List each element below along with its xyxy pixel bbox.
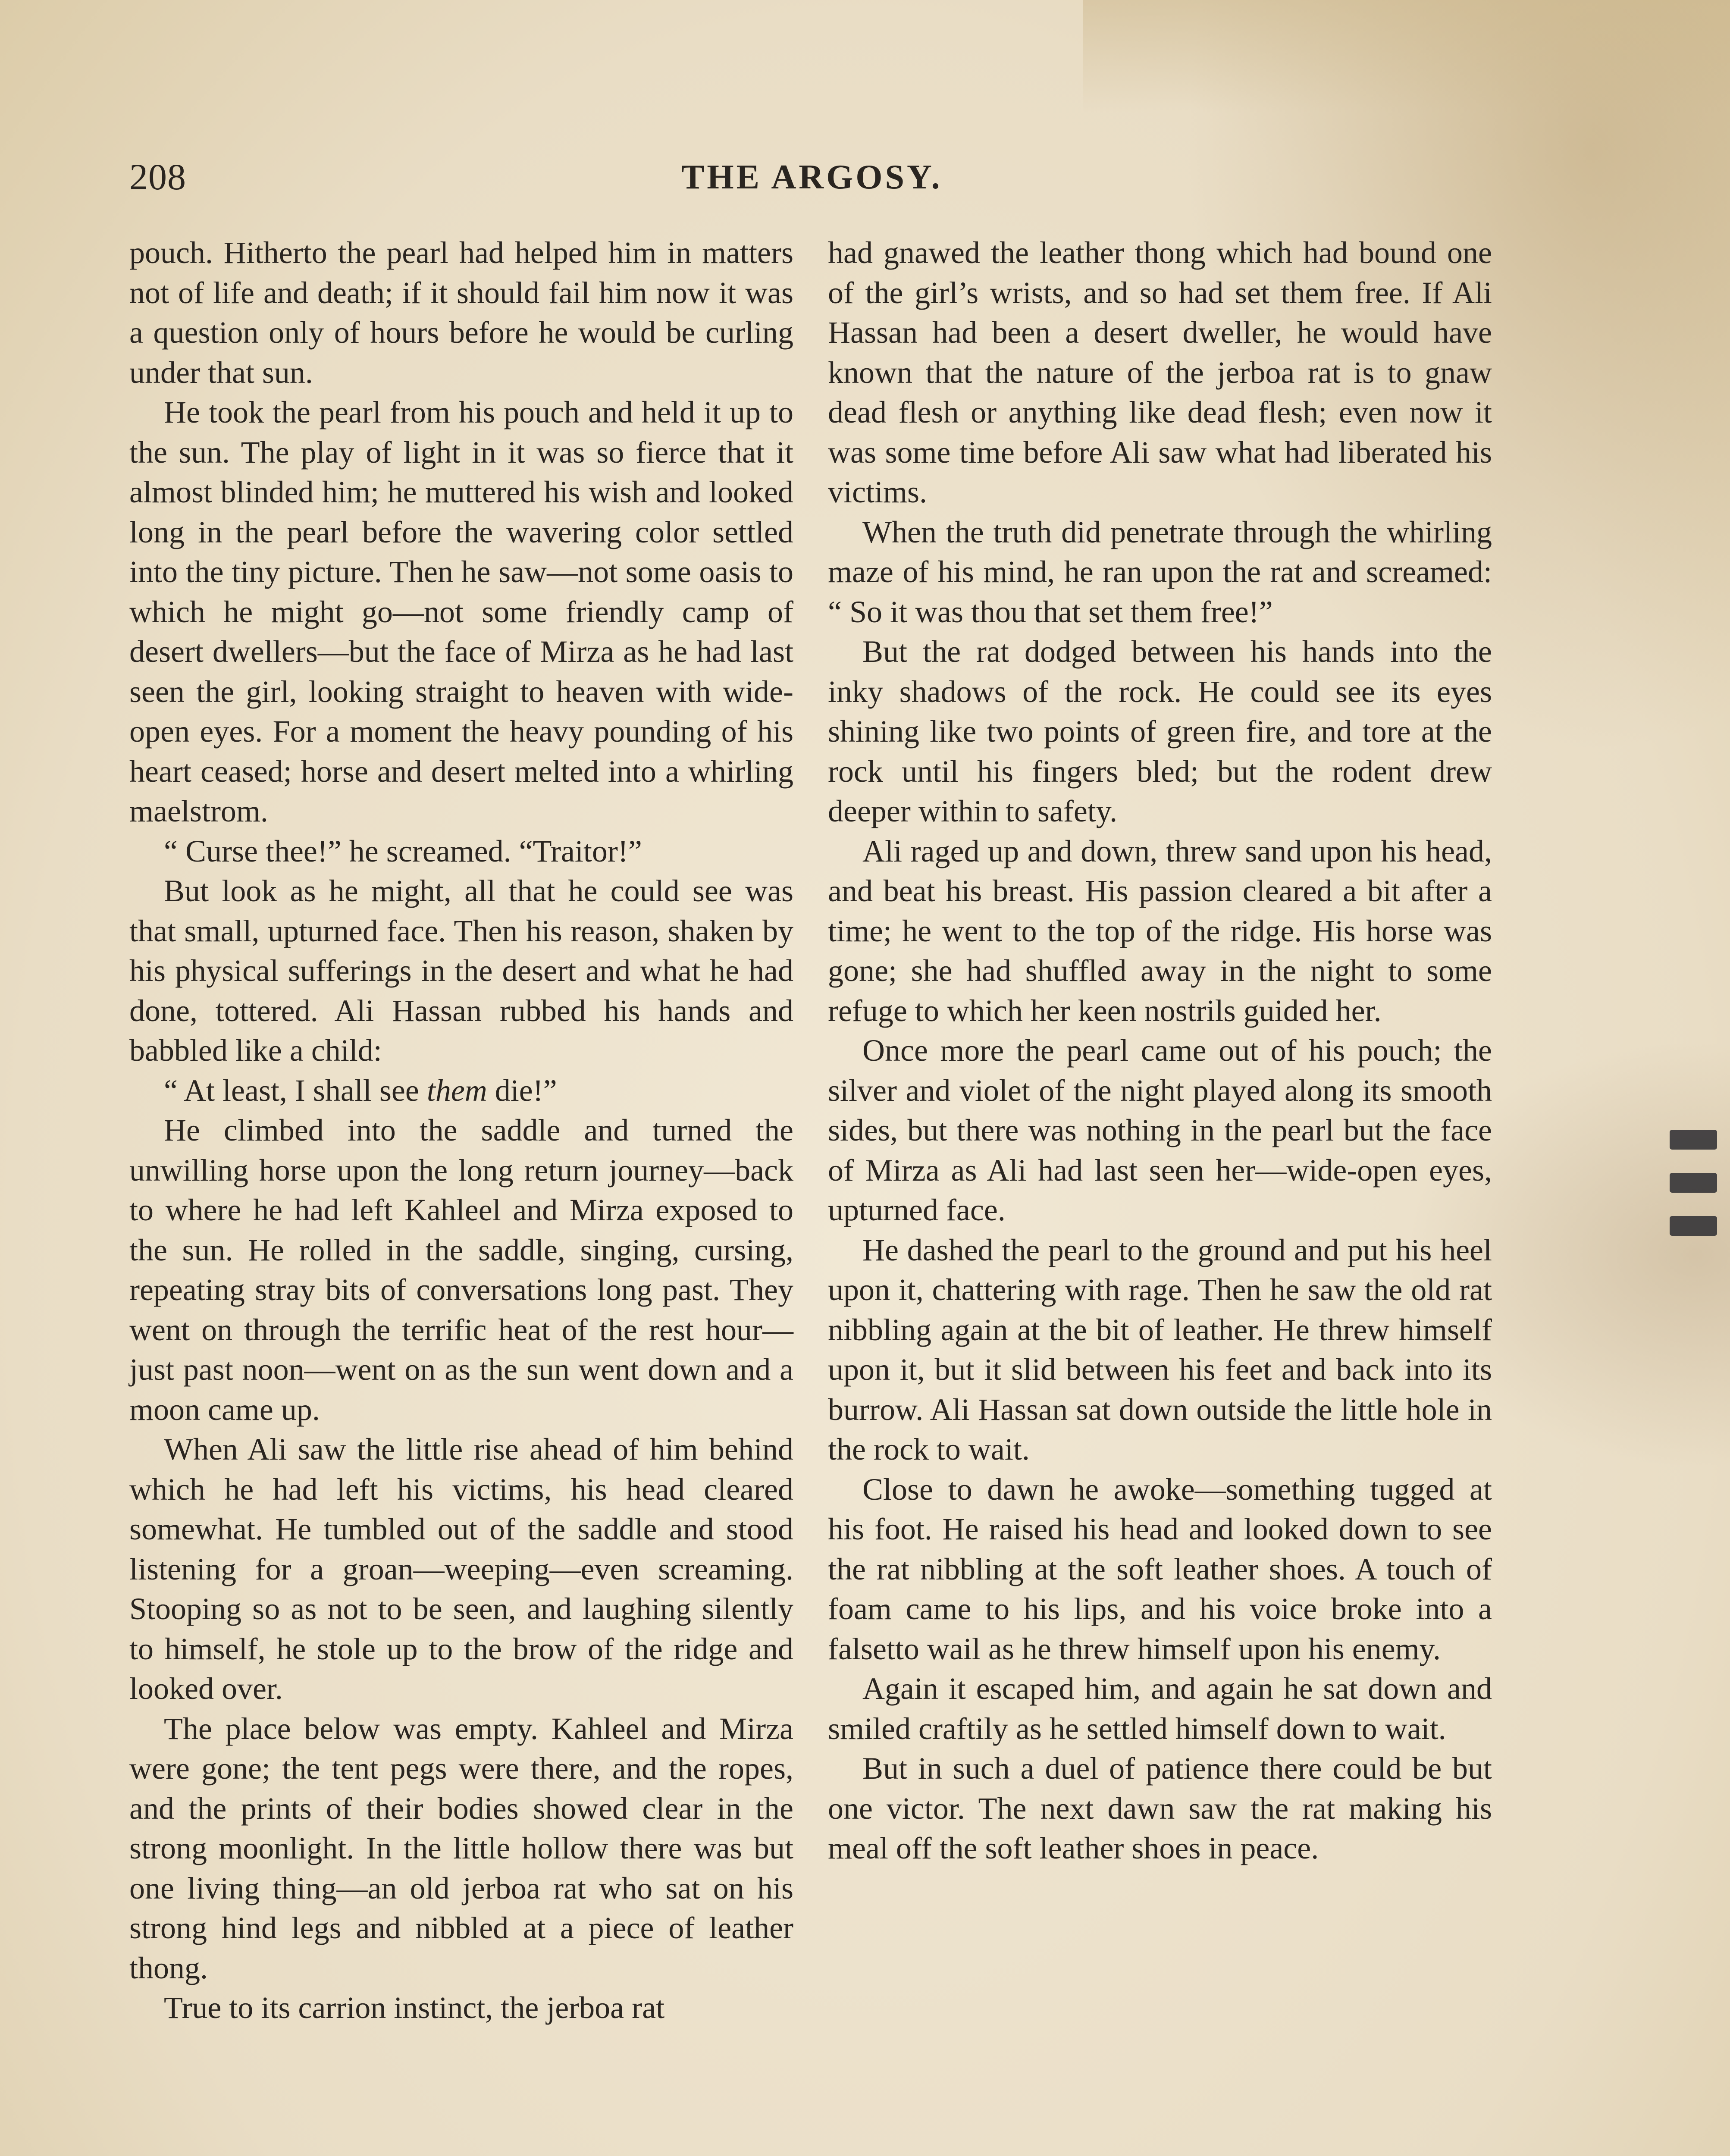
paragraph: Ali raged up and down, threw sand upon his head, and beat his breast. His passion cleared a bit after a time; he went to the top of the ridge. His horse was gone; she had shuffled away in the night to some refuge to which her keen nostrils guided her. xyxy=(828,834,1492,1028)
emphasized-word: them xyxy=(426,1073,487,1108)
paragraph: True to its carrion instinct, the jerboa rat xyxy=(164,1990,665,2025)
edge-tape-mark xyxy=(1670,1130,1717,1150)
paragraph: He climbed into the saddle and turned the unwilling horse upon the long return journey—back to where he had left Kahleel and Mirza exposed to the sun. He rolled in the saddle, singing, cursing, repeating stray bits of conversations long past. They went on through the terrific heat of the rest hour—just past noon—went on as the sun went down and a moon came up. xyxy=(129,1113,793,1427)
paragraph: Close to dawn he awoke—something tugged at his foot. He raised his head and looked down to see the rat nibbling at the soft leather shoes. A touch of foam came to his lips, and his voice broke into a falsetto wail as he threw himself upon his enemy. xyxy=(828,1472,1492,1666)
page-stain xyxy=(1083,0,1730,112)
paragraph: The place below was empty. Kahleel and Mirza were gone; the tent pegs were there, and the ropes, and the prints of their bodies showed clear in the strong moonlight. In the little hollow there was but one living thing—an old jerboa rat who sat on his strong hind legs and nibbled at a piece of leather thong. xyxy=(129,1711,793,1985)
edge-tape-mark xyxy=(1670,1216,1717,1236)
paragraph: When the truth did penetrate through the whirling maze of his mind, he ran upon the rat and screamed: “ So it was thou that set them free!” xyxy=(828,514,1492,629)
paragraph: Again it escaped him, and again he sat down and smiled craftily as he settled himself down to wait. xyxy=(828,1671,1492,1746)
page-header xyxy=(129,155,1492,216)
paragraph: “ At least, I shall see them die!” xyxy=(164,1073,557,1108)
edge-tape-mark xyxy=(1670,1173,1717,1193)
running-head: THE ARGOSY. xyxy=(681,158,943,196)
paragraph: He took the pearl from his pouch and held it up to the sun. The play of light in it was so fierce that it almost blinded him; he muttered his wish and looked long in the pearl before the wavering color settled into the tiny picture. Then he saw—not some oasis to which he might go—not some friendly camp of desert dwellers—but the face of Mirza as he had last seen the girl, looking straight to heaven with wide-open eyes. For a moment the heavy pounding of his heart ceased; horse and desert melted into a whirling maelstrom. xyxy=(129,395,793,828)
paragraph: had gnawed the leather thong which had bound one of the girl’s wrists, and so had set them free. If Ali Hassan had been a desert dweller, he would have known that the nature of the jerboa rat is to gnaw dead flesh or anything like dead flesh; even now it was some time before Ali saw what had liberated his victims. xyxy=(828,235,1492,509)
paragraph: But the rat dodged between his hands into the inky shadows of the rock. He could see its eyes shining like two points of green fire, and tore at the rock until his fingers bled; but the rodent drew deeper within to safety. xyxy=(828,634,1492,828)
paragraph: But in such a duel of patience there could be but one victor. The next dawn saw the rat making his meal off the soft leather shoes in peace. xyxy=(828,1751,1492,1865)
page-number: 208 xyxy=(129,156,186,197)
left-column xyxy=(129,233,793,2028)
paragraph: When Ali saw the little rise ahead of him behind which he had left his victims, his head cleared somewhat. He tumbled out of the saddle and stood listening for a groan—weeping—even screaming. Stooping so as not to be seen, and laughing silently to himself, he stole up to the brow of the ridge and looked over. xyxy=(129,1432,793,1706)
paragraph: Once more the pearl came out of his pouch; the silver and violet of the night played along its smooth sides, but there was nothing in the pearl but the face of Mirza as Ali had last seen her—wide-open eyes, upturned face. xyxy=(828,1033,1492,1227)
paragraph: pouch. Hitherto the pearl had helped him in matters not of life and death; if it should fail him now it was a question only of hours before he would be curling under that sun. xyxy=(129,235,793,390)
paragraph: “ Curse thee!” he screamed. “Traitor!” xyxy=(164,834,642,868)
paragraph: He dashed the pearl to the ground and put his heel upon it, chattering with rage. Then he saw the old rat nibbling again at the bit of leather. He threw himself upon it, but it slid between his feet and back into its burrow. Ali Hassan sat down outside the little hole in the rock to wait. xyxy=(828,1232,1492,1467)
right-column xyxy=(828,233,1492,1868)
paragraph: But look as he might, all that he could see was that small, upturned face. Then his reason, shaken by his physical sufferings in the desert and what he had done, tottered. Ali Hassan rubbed his hands and babbled like a child: xyxy=(129,874,793,1068)
